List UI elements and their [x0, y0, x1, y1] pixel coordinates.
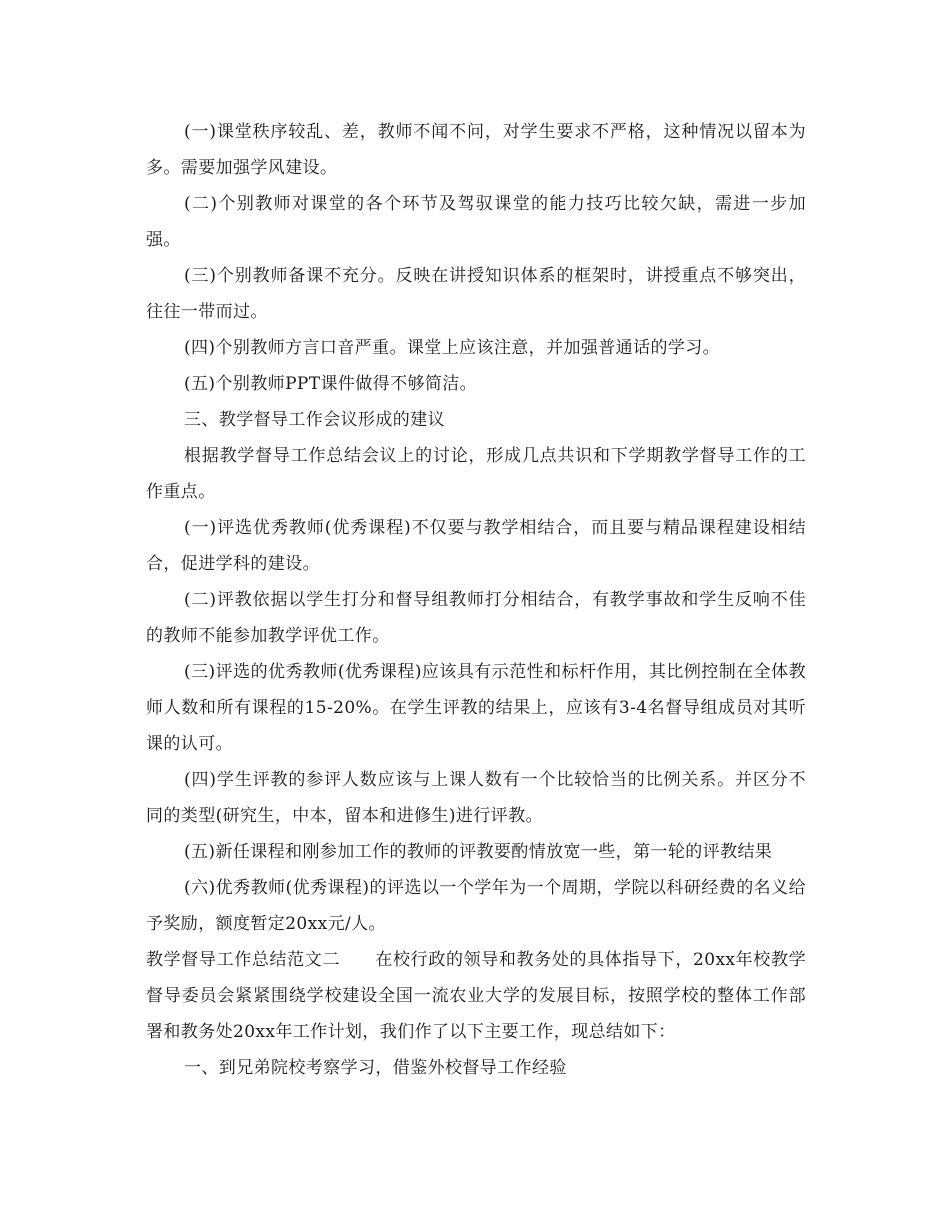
paragraph-10: (四)学生评教的参评人数应该与上课人数有一个比较恰当的比例关系。并区分不同的类型(研究生，中本，留本和进修生)进行评教。 — [146, 770, 806, 826]
document-body — [146, 114, 806, 1086]
paragraph-12: (六)优秀教师(优秀课程)的评选以一个学年为一个周期，学院以科研经费的名义给予奖励，额度暂定20xx元/人。 — [146, 878, 806, 934]
section-heading-1: 一、到兄弟院校考察学习，借鉴外校督导工作经验 — [184, 1058, 567, 1078]
paragraph-8: (二)评教依据以学生打分和督导组教师打分相结合，有教学事故和学生反响不佳的教师不能参加教学评优工作。 — [146, 590, 806, 646]
paragraph-9: (三)评选的优秀教师(优秀课程)应该具有示范性和标杆作用，其比例控制在全体教师人数和所有课程的15-20%。在学生评教的结果上，应该有3-4名督导组成员对其听课的认可。 — [146, 662, 806, 754]
paragraph-6: 根据教学督导工作总结会议上的讨论，形成几点共识和下学期教学督导工作的工作重点。 — [146, 446, 806, 502]
paragraph-1: (一)课堂秩序较乱、差，教师不闻不问，对学生要求不严格，这种情况以留本为多。需要加强学风建设。 — [146, 122, 806, 178]
paragraph-3: (三)个别教师备课不充分。反映在讲授知识体系的框架时，讲授重点不够突出，往往一带而过。 — [146, 266, 806, 322]
paragraph-2: (二)个别教师对课堂的各个环节及驾驭课堂的能力技巧比较欠缺，需进一步加强。 — [146, 194, 806, 250]
paragraph-13: 教学督导工作总结范文二 在校行政的领导和教务处的具体指导下，20xx年校教学督导委员会紧紧围绕学校建设全国一流农业大学的发展目标，按照学校的整体工作部署和教务处20xx年工作计划，我们作了以下主要工作，现总结如下： — [146, 950, 806, 1042]
section-heading-3: 三、教学督导工作会议形成的建议 — [184, 410, 445, 430]
paragraph-11: (五)新任课程和刚参加工作的教师的评教要酌情放宽一些，第一轮的评教结果 — [184, 842, 773, 862]
paragraph-7: (一)评选优秀教师(优秀课程)不仅要与教学相结合，而且要与精品课程建设相结合，促进学科的建设。 — [146, 518, 806, 574]
paragraph-4: (四)个别教师方言口音严重。课堂上应该注意，并加强普通话的学习。 — [184, 338, 721, 358]
paragraph-5: (五)个别教师PPT课件做得不够简洁。 — [184, 374, 478, 394]
